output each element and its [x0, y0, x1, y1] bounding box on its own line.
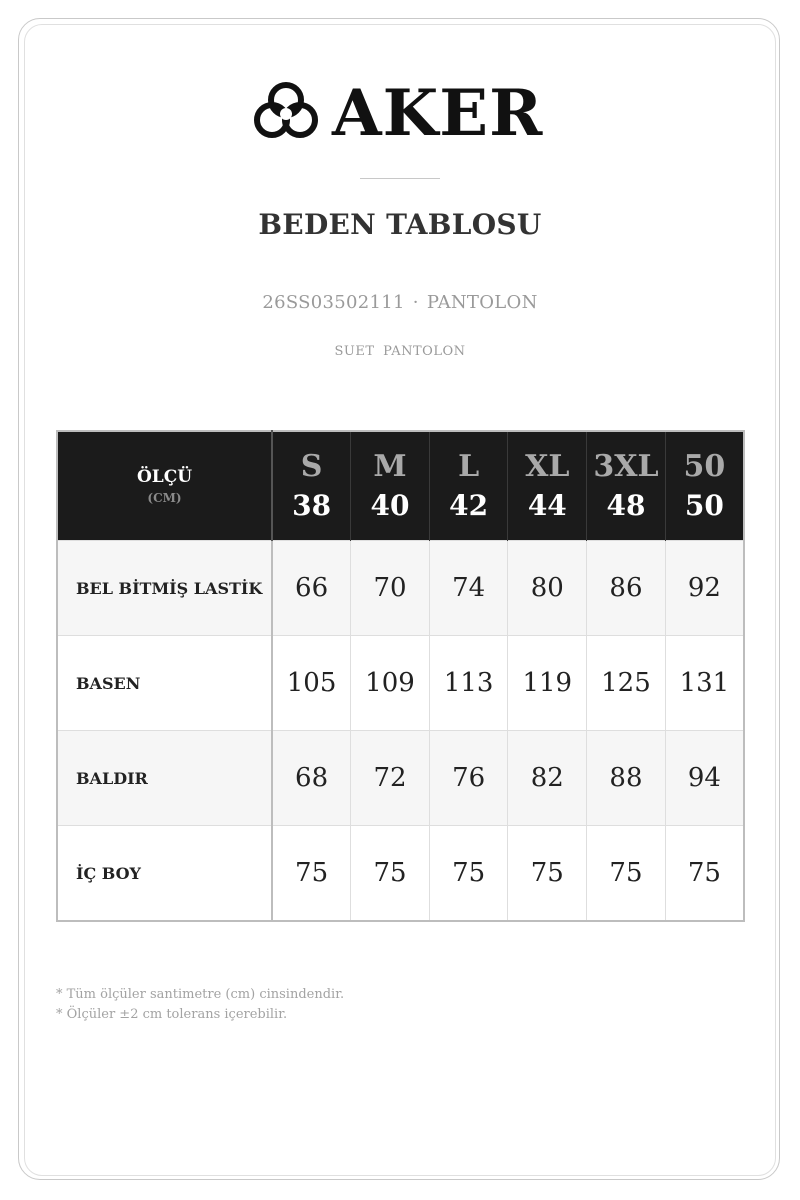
size-number: 50 — [684, 489, 724, 522]
size-number: 48 — [606, 489, 646, 522]
table-cell: 80 — [508, 541, 587, 636]
header-divider — [360, 178, 440, 179]
size-table — [56, 430, 745, 922]
footnotes — [56, 985, 344, 1025]
brand-name: AKER — [332, 76, 544, 151]
table-cell: 76 — [429, 731, 508, 826]
table-row — [57, 636, 744, 731]
table-row — [57, 541, 744, 636]
size-column-header — [508, 431, 587, 541]
table-cell: 70 — [351, 541, 430, 636]
product-type: PANTOLON — [426, 292, 538, 313]
table-cell: 105 — [272, 636, 351, 731]
size-column-header — [351, 431, 430, 541]
table-cell: 75 — [429, 826, 508, 922]
product-code: 26SS03502111 — [262, 292, 405, 313]
size-letter: 3XL — [593, 449, 659, 484]
size-column-header — [587, 431, 666, 541]
product-name: SUET PANTOLON — [334, 344, 466, 359]
page-title: BEDEN TABLOSU — [258, 208, 542, 241]
size-column-header — [272, 431, 351, 541]
table-cell: 75 — [665, 826, 744, 922]
meta-separator: · — [412, 292, 419, 313]
size-column-header — [665, 431, 744, 541]
size-number: 40 — [370, 489, 410, 522]
table-cell: 75 — [272, 826, 351, 922]
size-letter: M — [373, 449, 407, 484]
header-measure-cell — [57, 431, 272, 541]
size-letter: 50 — [683, 449, 726, 484]
table-cell: 125 — [587, 636, 666, 731]
size-letter: S — [300, 449, 323, 484]
row-label: BASEN — [57, 636, 272, 731]
size-number: 38 — [292, 489, 332, 522]
size-column-header — [429, 431, 508, 541]
footnote: * Ölçüler ±2 cm tolerans içerebilir. — [56, 1007, 288, 1022]
product-meta — [0, 292, 800, 313]
size-letter: L — [458, 449, 480, 484]
table-cell: 68 — [272, 731, 351, 826]
table-cell: 119 — [508, 636, 587, 731]
table-cell: 75 — [587, 826, 666, 922]
table-cell: 109 — [351, 636, 430, 731]
table-cell: 113 — [429, 636, 508, 731]
knot-logo-icon — [252, 80, 320, 148]
table-cell: 92 — [665, 541, 744, 636]
table-cell: 94 — [665, 731, 744, 826]
table-cell: 72 — [351, 731, 430, 826]
table-cell: 82 — [508, 731, 587, 826]
table-row — [57, 826, 744, 922]
table-cell: 86 — [587, 541, 666, 636]
table-cell: 74 — [429, 541, 508, 636]
row-label: BALDIR — [57, 731, 272, 826]
size-table-header — [57, 431, 744, 541]
header-measure-label: ÖLÇÜ — [136, 467, 193, 487]
size-number: 42 — [449, 489, 489, 522]
table-cell: 131 — [665, 636, 744, 731]
table-cell: 88 — [587, 731, 666, 826]
brand-logo — [252, 78, 543, 150]
header-unit-label: (CM) — [147, 491, 182, 505]
table-cell: 75 — [351, 826, 430, 922]
row-label: İÇ BOY — [57, 826, 272, 922]
table-cell: 66 — [272, 541, 351, 636]
size-letter: XL — [525, 449, 570, 484]
table-row — [57, 731, 744, 826]
size-number: 44 — [527, 489, 567, 522]
footnote: * Tüm ölçüler santimetre (cm) cinsindendir. — [56, 987, 345, 1002]
table-cell: 75 — [508, 826, 587, 922]
row-label: BEL BİTMİŞ LASTİK — [57, 541, 272, 636]
